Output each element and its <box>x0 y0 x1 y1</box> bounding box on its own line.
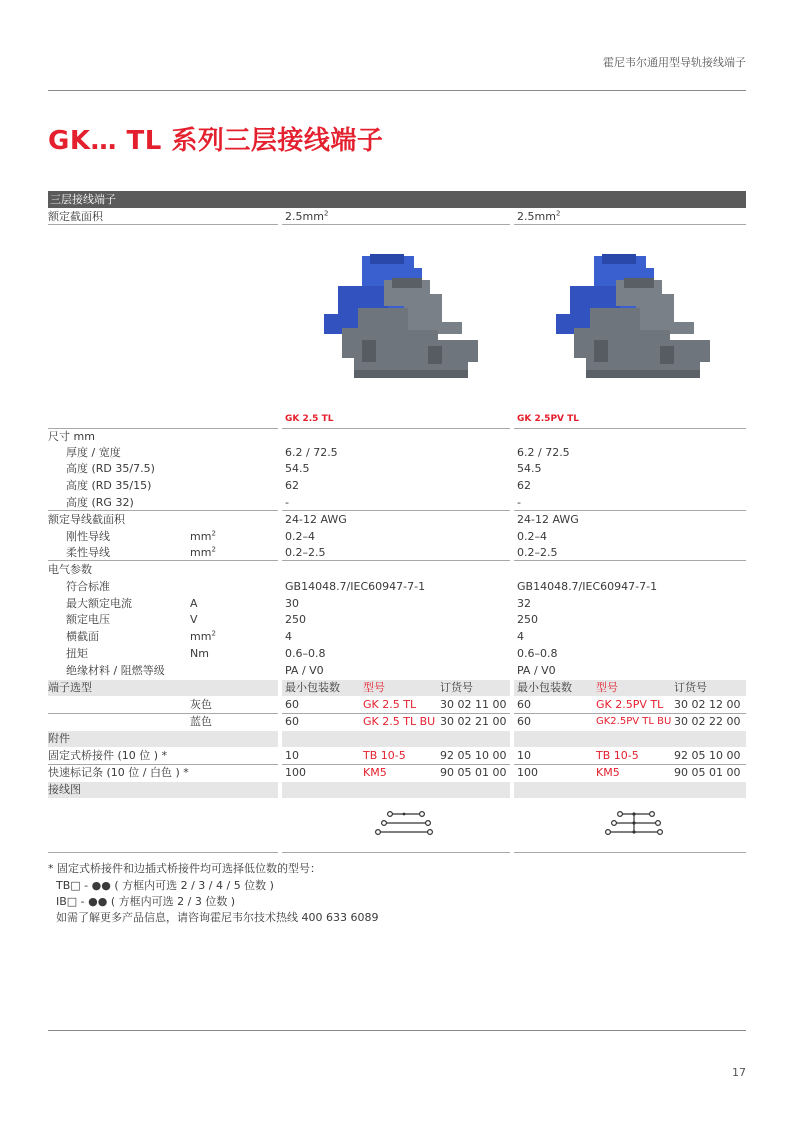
model-col2: KM5 <box>596 766 620 779</box>
row-label: 快速标记条 (10 位 / 白色 ) * <box>48 766 189 779</box>
footnote-3: IB□ - ●● ( 方框内可选 2 / 3 位数 ) <box>56 895 236 908</box>
value-col1: 0.2–2.5 <box>285 546 326 559</box>
footnote-1: * 固定式桥接件和边插式桥接件均可选择低位数的型号： <box>48 862 321 875</box>
row-rule <box>514 852 746 853</box>
header-shade <box>282 782 510 798</box>
pack-col2: 10 <box>517 749 531 762</box>
order-col1: 30 02 21 00 <box>440 715 507 728</box>
pack-col2: 60 <box>517 698 531 711</box>
row-rule <box>282 852 510 853</box>
value-col1: 54.5 <box>285 462 310 475</box>
footnote-2: TB□ - ●● ( 方框内可选 2 / 3 / 4 / 5 位数 ) <box>56 879 274 892</box>
row-rule <box>514 224 746 225</box>
row-rule <box>514 560 746 561</box>
model-col1: KM5 <box>363 766 387 779</box>
value-col1: $2.5mm^2$ <box>285 209 329 223</box>
value-col1: 24-12 AWG <box>285 513 347 526</box>
section-bar: 三层接线端子 <box>48 191 746 208</box>
pack-header-1: 最小包装数 <box>285 681 340 694</box>
row-rule <box>48 510 278 511</box>
value-col1: 4 <box>285 630 292 643</box>
model-col1: GK 2.5 TL <box>363 698 417 711</box>
page-number: 17 <box>732 1066 746 1079</box>
row-label: 横截面 <box>66 630 99 643</box>
row-label: 接线图 <box>48 783 81 796</box>
row-rule <box>514 428 746 429</box>
order-col2: 90 05 01 00 <box>674 766 741 779</box>
header-text: 霍尼韦尔通用型导轨接线端子 <box>603 56 746 69</box>
row-label: 厚度 / 宽度 <box>66 446 121 459</box>
value-col2: 24-12 AWG <box>517 513 579 526</box>
row-label: 额定导线截面积 <box>48 513 125 526</box>
value-col1: 6.2 / 72.5 <box>285 446 338 459</box>
header-shade <box>282 731 510 747</box>
value-col2: $2.5mm^2$ <box>517 209 561 223</box>
row-rule <box>48 713 278 714</box>
unit-label: Nm <box>190 647 209 660</box>
value-col1: PA / V0 <box>285 664 324 677</box>
row-rule <box>48 852 278 853</box>
value-col2: 6.2 / 72.5 <box>517 446 570 459</box>
value-col2: 54.5 <box>517 462 542 475</box>
value-col1: 0.2–4 <box>285 530 315 543</box>
row-rule <box>282 560 510 561</box>
value-col2: GB14048.7/IEC60947-7-1 <box>517 580 658 593</box>
row-label: 高度 (RD 35/7.5) <box>66 462 155 475</box>
header-shade <box>48 782 278 798</box>
footnote-4: 如需了解更多产品信息，请咨询霍尼韦尔技术热线 400 633 6089 <box>56 911 379 924</box>
value-col1: - <box>285 496 289 509</box>
value-col2: 0.2–4 <box>517 530 547 543</box>
unit-label: $mm^2$ <box>190 545 216 559</box>
row-label: 高度 (RD 35/15) <box>66 479 152 492</box>
value-col2: 250 <box>517 613 538 626</box>
value-col2: 0.6–0.8 <box>517 647 558 660</box>
wiring-diagram-1 <box>374 808 434 838</box>
value-col2: 0.2–2.5 <box>517 546 558 559</box>
order-header-1: 订货号 <box>440 681 473 694</box>
value-col2: PA / V0 <box>517 664 556 677</box>
value-col1: 0.6–0.8 <box>285 647 326 660</box>
pack-col1: 10 <box>285 749 299 762</box>
order-col2: 92 05 10 00 <box>674 749 741 762</box>
row-rule <box>48 224 278 225</box>
pack-col1: 60 <box>285 715 299 728</box>
pack-header-2: 最小包装数 <box>517 681 572 694</box>
pack-col1: 60 <box>285 698 299 711</box>
model-col1: GK 2.5 TL BU <box>363 715 436 728</box>
order-col2: 30 02 22 00 <box>674 715 741 728</box>
header-rule <box>48 90 746 91</box>
row-label: 尺寸 mm <box>48 430 95 443</box>
row-label: 额定电压 <box>66 613 110 626</box>
row-label: 灰色 <box>190 698 212 711</box>
model-col2: GK 2.5PV TL <box>596 698 664 711</box>
row-label: 固定式桥接件 (10 位 ) * <box>48 749 168 762</box>
value-col1: 30 <box>285 597 299 610</box>
value-col1: 62 <box>285 479 299 492</box>
row-rule <box>48 560 278 561</box>
model-header-2: 型号 <box>596 681 618 694</box>
header-shade <box>514 731 746 747</box>
header-shade <box>514 782 746 798</box>
order-col2: 30 02 12 00 <box>674 698 741 711</box>
unit-label: $mm^2$ <box>190 529 216 543</box>
model-header-1: 型号 <box>363 681 385 694</box>
unit-label: $mm^2$ <box>190 629 216 643</box>
row-rule <box>282 428 510 429</box>
model-col2: GK2.5PV TL BU <box>596 716 672 727</box>
terminal-block-image-2 <box>550 250 720 384</box>
row-label: 最大额定电流 <box>66 597 132 610</box>
row-label: 额定截面积 <box>48 210 103 223</box>
row-label: 电气参数 <box>48 563 92 576</box>
row-rule <box>282 510 510 511</box>
row-label: 端子选型 <box>48 681 92 694</box>
row-label: 高度 (RG 32) <box>66 496 134 509</box>
row-rule <box>514 510 746 511</box>
value-col2: 4 <box>517 630 524 643</box>
pack-col1: 100 <box>285 766 306 779</box>
row-label: 符合标准 <box>66 580 110 593</box>
model-col2: TB 10-5 <box>596 749 639 762</box>
unit-label: A <box>190 597 198 610</box>
order-header-2: 订货号 <box>674 681 707 694</box>
order-col1: 90 05 01 00 <box>440 766 507 779</box>
value-col1: GB14048.7/IEC60947-7-1 <box>285 580 426 593</box>
page-title: GK… TL 系列三层接线端子 <box>48 126 384 156</box>
row-label: 刚性导线 <box>66 530 110 543</box>
unit-label: V <box>190 613 198 626</box>
value-col2: 62 <box>517 479 531 492</box>
order-col1: 30 02 11 00 <box>440 698 507 711</box>
order-col1: 92 05 10 00 <box>440 749 507 762</box>
value-col2: - <box>517 496 521 509</box>
row-label: 附件 <box>48 732 70 745</box>
pack-col2: 100 <box>517 766 538 779</box>
row-label: 扭矩 <box>66 647 88 660</box>
pack-col2: 60 <box>517 715 531 728</box>
value-col2: 32 <box>517 597 531 610</box>
product-name-1: GK 2.5 TL <box>285 414 334 424</box>
row-label: 绝缘材料 / 阻燃等级 <box>66 664 165 677</box>
terminal-block-image-1 <box>318 250 488 384</box>
product-name-2: GK 2.5PV TL <box>517 414 580 424</box>
footer-rule <box>48 1030 746 1031</box>
wiring-diagram-2 <box>604 808 664 838</box>
header-shade <box>48 731 278 747</box>
row-label: 柔性导线 <box>66 546 110 559</box>
row-label: 蓝色 <box>190 715 212 728</box>
model-col1: TB 10-5 <box>363 749 406 762</box>
row-rule <box>282 224 510 225</box>
value-col1: 250 <box>285 613 306 626</box>
